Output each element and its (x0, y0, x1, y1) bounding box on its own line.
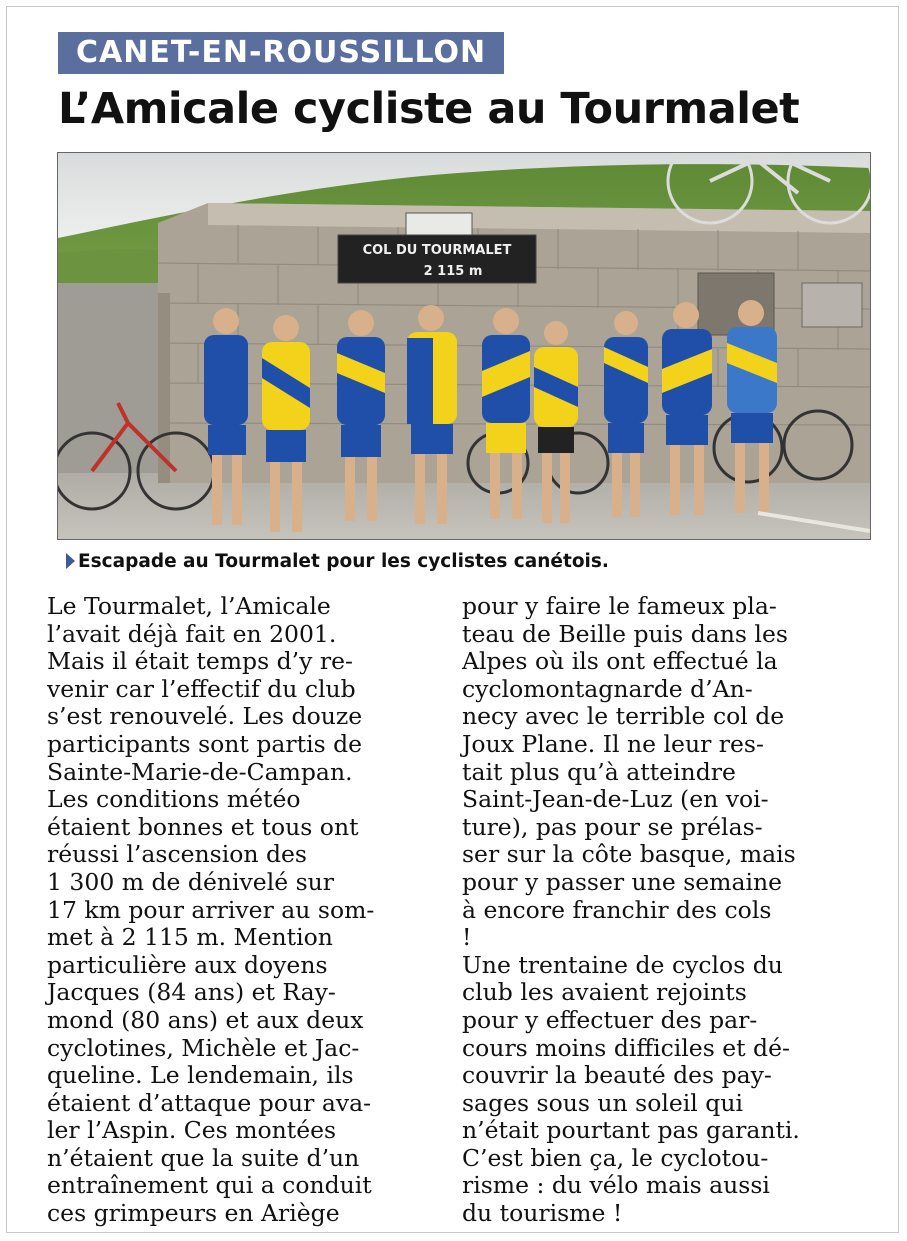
article-line: met à 2 115 m. Mention (47, 923, 333, 952)
article-photo (57, 152, 871, 540)
article-line: n’était pourtant pas garanti. (462, 1116, 800, 1145)
article-line: étaient d’attaque pour ava- (47, 1088, 372, 1117)
section-kicker: CANET-EN-ROUSSILLON (58, 32, 504, 74)
article-line: Les conditions météo (47, 785, 301, 814)
caption-text: Escapade au Tourmalet pour les cyclistes canétois. (78, 551, 609, 572)
article-line: s’est renouvelé. Les douze (47, 702, 363, 731)
article-line: cyclomontagnarde d’An- (462, 674, 753, 703)
article-line: pour y passer une semaine (462, 867, 783, 896)
article-line: couvrir la beauté des pay- (462, 1061, 772, 1090)
article-line: cyclotines, Michèle et Jac- (47, 1033, 360, 1062)
article-line: Une trentaine de cyclos du (462, 950, 783, 979)
article-line: 17 km pour arriver au som- (47, 895, 375, 924)
article-line: necy avec le terrible col de (462, 702, 785, 731)
article-line: Saint-Jean-de-Luz (en voi- (462, 785, 769, 814)
article-line: Mais il était temps d’y re- (47, 647, 353, 676)
article-line: Le Tourmalet, l’Amicale (47, 592, 331, 620)
article-line: pour y faire le fameux pla- (462, 592, 777, 620)
small-plaque (406, 213, 472, 235)
article-line: réussi l’ascension des (47, 840, 307, 869)
article-line: Alpes où ils ont effectué la (462, 647, 778, 676)
article-line: club les avaient rejoints (462, 978, 747, 1007)
article-line: entraînement qui a conduit (47, 1171, 372, 1200)
article-line: teau de Beille puis dans les (462, 619, 788, 648)
article-line: ces grimpeurs en Ariège (47, 1199, 340, 1228)
article-line: sages sous un soleil qui (462, 1088, 743, 1117)
article-line: 1 300 m de dénivelé sur (47, 867, 335, 896)
article-line: C’est bien ça, le cyclotou- (462, 1143, 769, 1172)
memorial-plaque (698, 273, 774, 335)
info-plaque (802, 283, 862, 327)
article-line: Jacques (84 ans) et Ray- (47, 978, 336, 1007)
article-line: risme : du vélo mais aussi (462, 1171, 770, 1200)
article-line: ture), pas pour se prélas- (462, 812, 763, 841)
article-line: ser sur la côte basque, mais (462, 840, 796, 869)
article-line: pour y effectuer des par- (462, 1005, 758, 1034)
article-line: mond (80 ans) et aux deux (47, 1005, 364, 1034)
article-column-left (47, 593, 429, 1228)
photo-caption (66, 548, 866, 576)
article-line: Joux Plane. Il ne leur res- (462, 729, 764, 758)
article-line: ler l’Aspin. Ces montées (47, 1116, 337, 1145)
article-line: étaient bonnes et tous ont (47, 812, 359, 841)
article-line: n’étaient que la suite d’un (47, 1143, 360, 1172)
article-headline: L’Amicale cycliste au Tourmalet (58, 84, 800, 134)
article-line: participants sont partis de (47, 729, 363, 758)
article-line: queline. Le lendemain, ils (47, 1061, 354, 1090)
col-sign-line1: COL DU TOURMALET (362, 243, 512, 258)
article-line: cours moins difficiles et dé- (462, 1033, 790, 1062)
article-line: tait plus qu’à atteindre (462, 757, 736, 786)
article-line: venir car l’effectif du club (47, 674, 356, 703)
article-line: ! (462, 923, 472, 952)
article-line: l’avait déjà fait en 2001. (47, 619, 337, 648)
article-line: à encore franchir des cols (462, 895, 772, 924)
article-line: particulière aux doyens (47, 950, 328, 979)
article-line: Sainte-Marie-de-Campan. (47, 757, 353, 786)
article-column-right (462, 593, 840, 1228)
group-photo-illustration (58, 153, 870, 539)
col-sign-line2: 2 115 m (423, 264, 483, 279)
caption-marker-icon (66, 553, 75, 569)
article-line: du tourisme ! (462, 1199, 623, 1228)
